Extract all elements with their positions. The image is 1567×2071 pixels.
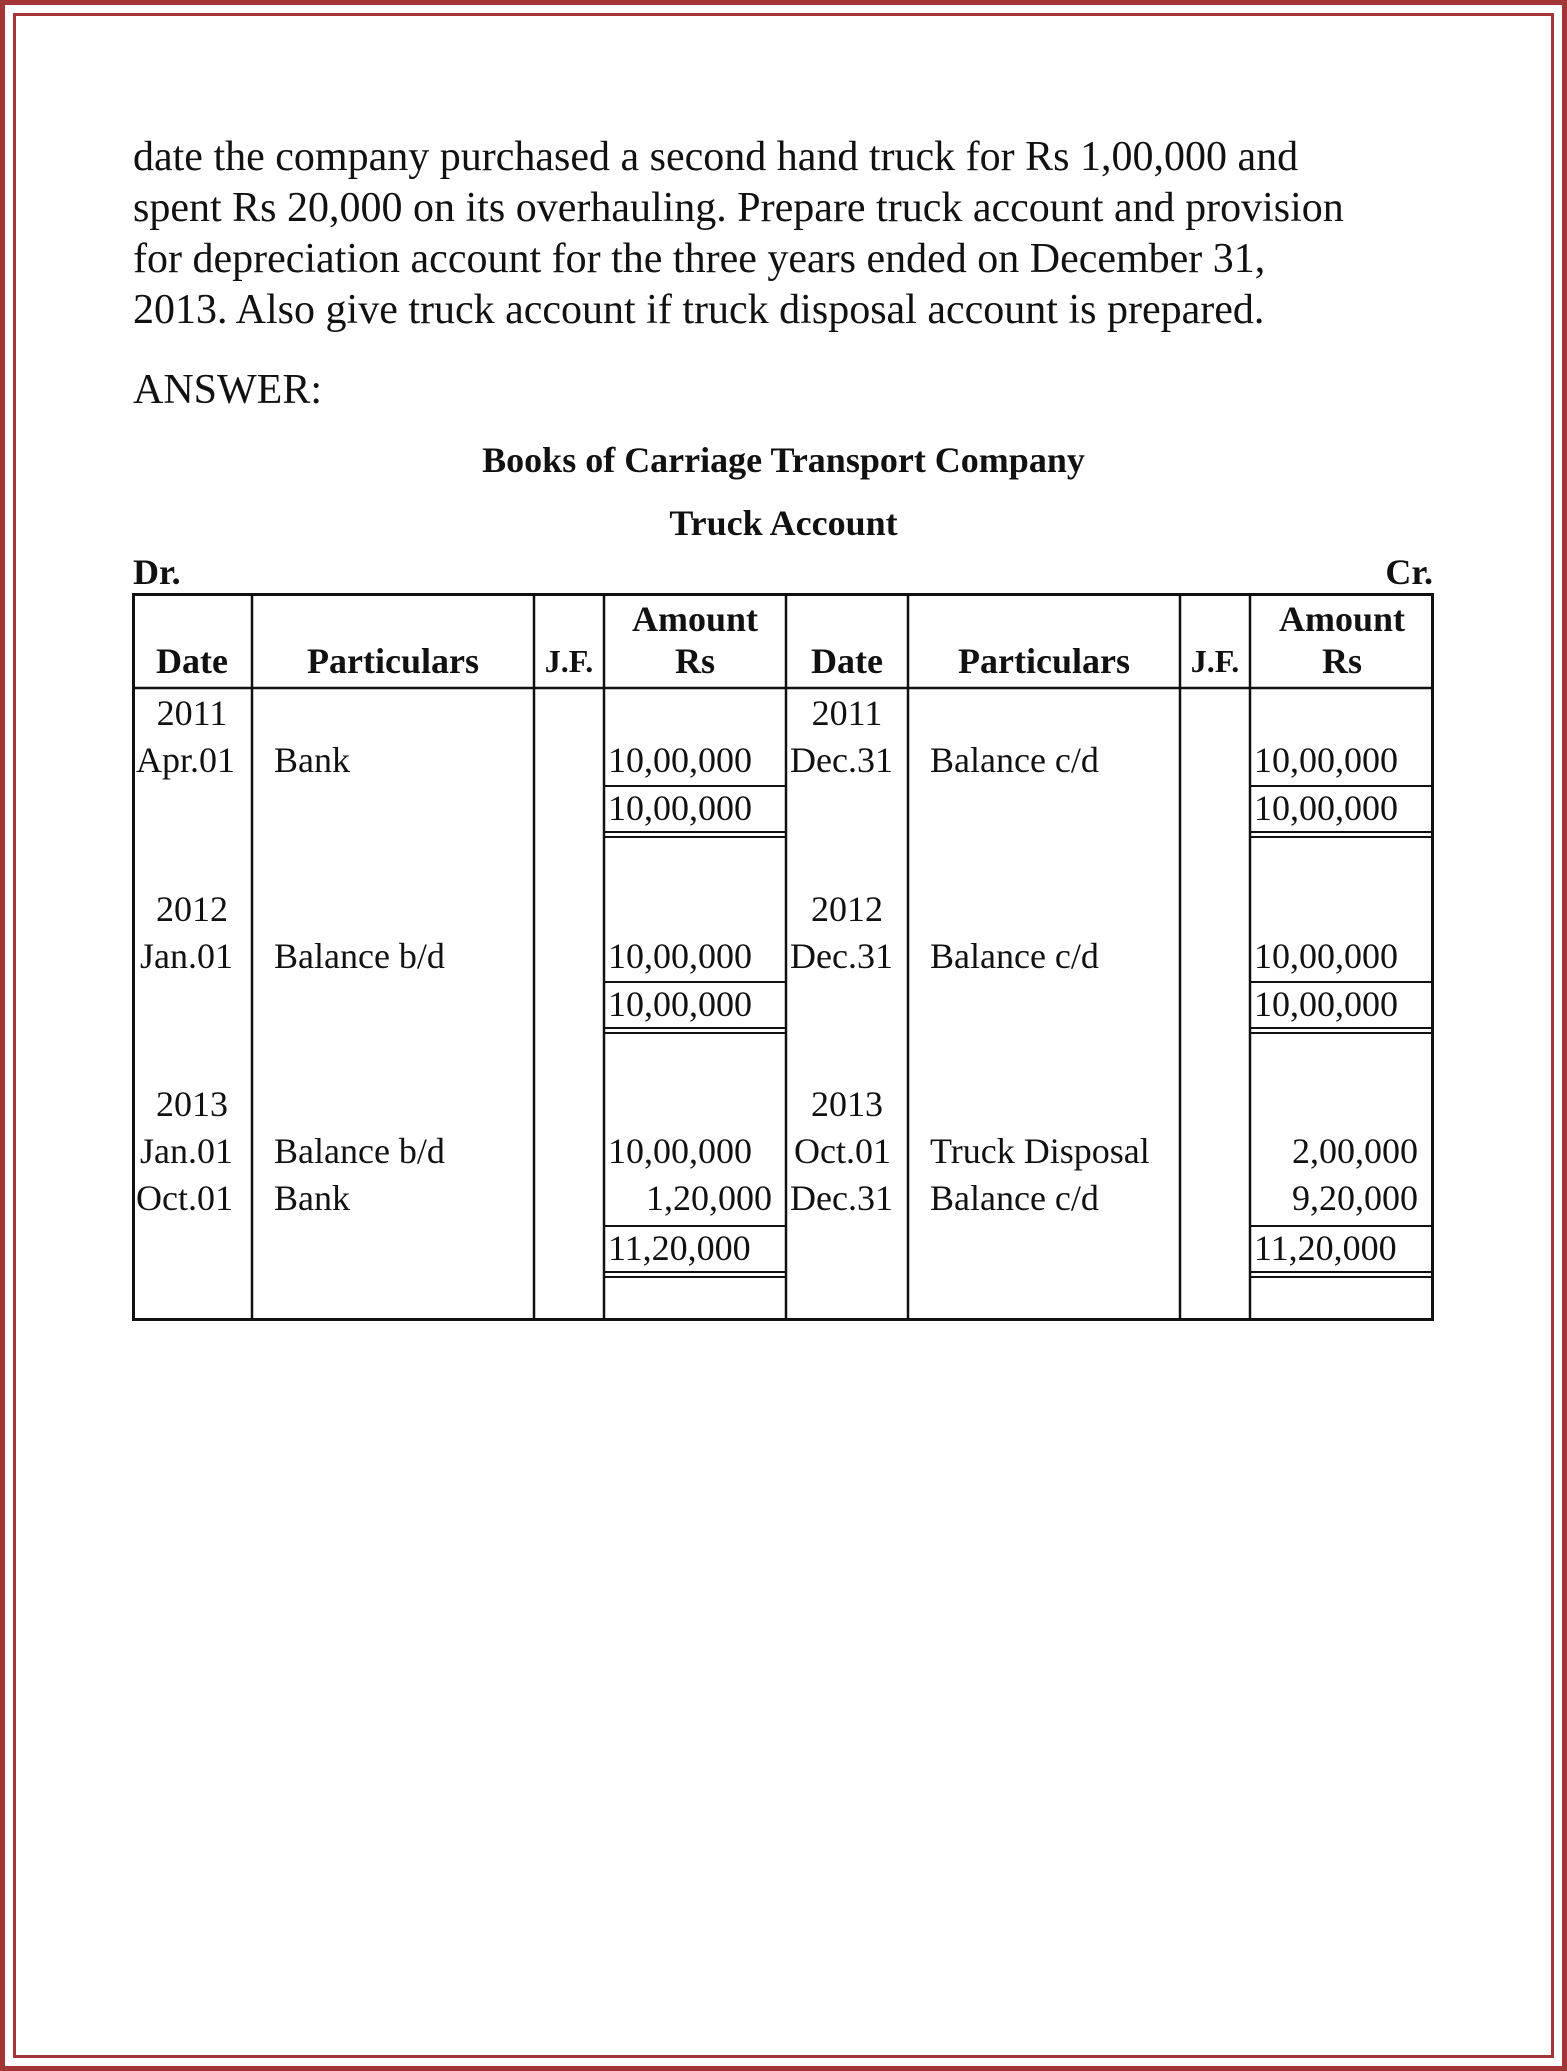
dr-total: 10,00,000 bbox=[608, 984, 752, 1024]
dr-entry-date: Jan.01 bbox=[140, 1131, 233, 1171]
cr-total: 10,00,000 bbox=[1254, 788, 1398, 828]
header-amount-cr: Amount bbox=[1278, 599, 1406, 639]
dr-entry-particulars: Balance b/d bbox=[274, 1131, 445, 1171]
cr-total: 10,00,000 bbox=[1254, 984, 1398, 1024]
question-paragraph bbox=[133, 132, 1453, 336]
dr-entry-particulars: Balance b/d bbox=[274, 936, 445, 976]
dr-entry-date: Oct.01 bbox=[136, 1178, 233, 1218]
dr-entry-particulars: Bank bbox=[274, 740, 350, 780]
question-line-4: 2013. Also give truck account if truck disposal account is prepared. bbox=[133, 287, 1265, 333]
dr-total: 10,00,000 bbox=[608, 788, 752, 828]
question-line-1: date the company purchased a second hand truck for Rs 1,00,000 and bbox=[133, 134, 1299, 180]
cr-entry-particulars: Balance c/d bbox=[930, 936, 1099, 976]
header-particulars-cr: Particulars bbox=[958, 641, 1130, 681]
truck-account-ledger bbox=[132, 593, 1434, 1321]
cr-entry-particulars: Balance c/d bbox=[930, 740, 1099, 780]
dr-entry-amount: 10,00,000 bbox=[608, 936, 752, 976]
year-2013-cr: 2013 bbox=[811, 1084, 883, 1124]
header-date-dr: Date bbox=[156, 641, 228, 681]
question-line-2: spent Rs 20,000 on its overhauling. Prepare truck account and provision bbox=[133, 185, 1344, 231]
question-line-3: for depreciation account for the three years ended on December 31, bbox=[133, 236, 1266, 282]
header-rs-cr: Rs bbox=[1321, 641, 1362, 681]
header-jf-dr: J.F. bbox=[544, 643, 594, 679]
header-date-cr: Date bbox=[811, 641, 883, 681]
dr-entry-date: Jan.01 bbox=[140, 936, 233, 976]
dr-entry-amount: 10,00,000 bbox=[608, 1131, 752, 1171]
year-2013-dr: 2013 bbox=[156, 1084, 228, 1124]
cr-entry-date: Oct.01 bbox=[794, 1131, 891, 1171]
cr-entry-amount: 10,00,000 bbox=[1254, 936, 1398, 976]
cr-entry-date: Dec.31 bbox=[790, 740, 893, 780]
dr-entry-date: Apr.01 bbox=[136, 740, 235, 780]
account-title: Truck Account bbox=[669, 503, 898, 543]
year-2012-dr: 2012 bbox=[156, 889, 228, 929]
year-2011-cr: 2011 bbox=[811, 693, 883, 733]
answer-label: ANSWER: bbox=[133, 367, 322, 413]
dr-entry-amount: 10,00,000 bbox=[608, 740, 752, 780]
debit-label: Dr. bbox=[133, 552, 181, 592]
cr-entry-date: Dec.31 bbox=[790, 936, 893, 976]
dr-entry-particulars: Bank bbox=[274, 1178, 350, 1218]
cr-entry-particulars: Balance c/d bbox=[930, 1178, 1099, 1218]
year-2012-cr: 2012 bbox=[811, 889, 883, 929]
header-amount-dr: Amount bbox=[631, 599, 759, 639]
books-title: Books of Carriage Transport Company bbox=[482, 440, 1085, 480]
header-particulars-dr: Particulars bbox=[307, 641, 479, 681]
cr-entry-amount: 9,20,000 bbox=[1292, 1178, 1418, 1218]
dr-entry-amount: 1,20,000 bbox=[646, 1178, 772, 1218]
credit-label: Cr. bbox=[1385, 552, 1433, 592]
cr-total: 11,20,000 bbox=[1254, 1228, 1397, 1268]
header-jf-cr: J.F. bbox=[1190, 643, 1240, 679]
cr-entry-amount: 2,00,000 bbox=[1292, 1131, 1418, 1171]
cr-entry-date: Dec.31 bbox=[790, 1178, 893, 1218]
cr-entry-particulars: Truck Disposal bbox=[930, 1131, 1150, 1171]
year-2011-dr: 2011 bbox=[156, 693, 228, 733]
header-rs-dr: Rs bbox=[674, 641, 715, 681]
dr-total: 11,20,000 bbox=[608, 1228, 751, 1268]
cr-entry-amount: 10,00,000 bbox=[1254, 740, 1398, 780]
